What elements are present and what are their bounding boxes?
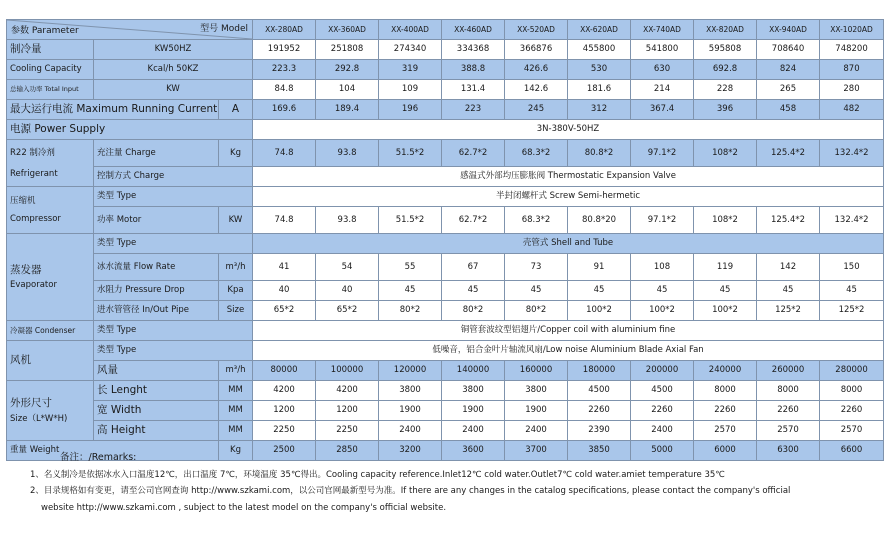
table-cell: 6600	[820, 441, 884, 461]
size-label-en: Size（L*W*H)	[10, 413, 68, 424]
table-cell: 45	[442, 281, 505, 301]
table-cell: 824	[757, 60, 820, 80]
table-cell: 68.3*2	[505, 140, 568, 167]
table-cell: 630	[631, 60, 694, 80]
table-cell: 319	[379, 60, 442, 80]
table-cell: 280000	[820, 361, 884, 381]
table-cell: 73	[505, 254, 568, 281]
model-name: XX-280AD	[253, 20, 316, 40]
table-cell: 45	[757, 281, 820, 301]
table-cell: 45	[631, 281, 694, 301]
evaporator-type-value: 壳管式 Shell and Tube	[253, 234, 884, 254]
height-label: 高 Height	[94, 421, 219, 441]
fan-type-label: 类型 Type	[94, 341, 253, 361]
table-cell: 51.5*2	[379, 207, 442, 234]
charge-label: 充注量 Charge	[94, 140, 219, 167]
table-cell: 482	[820, 100, 884, 120]
table-cell: 274340	[379, 40, 442, 60]
table-cell: 2400	[379, 421, 442, 441]
airflow-row	[7, 361, 884, 381]
table-cell: 80*2	[442, 301, 505, 321]
table-cell: 1200	[316, 401, 379, 421]
table-cell: 104	[316, 80, 379, 100]
table-cell: 62.7*2	[442, 140, 505, 167]
table-cell: 312	[568, 100, 631, 120]
table-cell: 45	[694, 281, 757, 301]
weight-label: 重量 Weight	[7, 441, 219, 461]
table-cell: 40	[316, 281, 379, 301]
table-cell: 366876	[505, 40, 568, 60]
table-cell: 455800	[568, 40, 631, 60]
refrigerant-charge-row	[7, 140, 884, 167]
table-cell: 51.5*2	[379, 140, 442, 167]
compressor-label-cell	[7, 187, 94, 234]
width-row	[7, 401, 884, 421]
table-cell: 2400	[505, 421, 568, 441]
fan-type-row	[7, 341, 884, 361]
model-name: XX-520AD	[505, 20, 568, 40]
remarks-section	[30, 450, 870, 516]
table-cell: 3700	[505, 441, 568, 461]
refrigerant-control-row	[7, 167, 884, 187]
table-cell: 100000	[316, 361, 379, 381]
table-cell: 62.7*2	[442, 207, 505, 234]
motor-label: 功率 Motor	[94, 207, 219, 234]
length-row	[7, 381, 884, 401]
table-cell: 1200	[253, 401, 316, 421]
remark-note-1: 1、名义制冷是依据冰水入口温度12℃，出口温度 7℃，环境温度 35℃得出。Cooling capacity reference.Inlet12℃ cold water.Outlet7℃ cold water.amiet temperature 35℃	[30, 469, 725, 480]
table-cell: 132.4*2	[820, 140, 884, 167]
table-cell: 74.8	[253, 140, 316, 167]
table-cell: 80*2	[505, 301, 568, 321]
cooling-kw-row	[7, 60, 884, 80]
table-cell: 65*2	[316, 301, 379, 321]
table-cell: 200000	[631, 361, 694, 381]
max-current-label: 最大运行电流 Maximum Running Current	[7, 100, 219, 120]
spec-table	[6, 19, 884, 461]
power-supply-value: 3N-380V-50HZ	[253, 120, 884, 140]
refrigerant-label-en: Refrigerant	[10, 168, 58, 179]
table-cell: 45	[505, 281, 568, 301]
total-input-label: 总输入功率 Total Input	[7, 80, 94, 100]
table-cell: 2570	[757, 421, 820, 441]
table-cell: 748200	[820, 40, 884, 60]
table-cell: 80000	[253, 361, 316, 381]
cooling-label-en: Cooling Capacity	[7, 60, 94, 80]
table-cell: 2260	[631, 401, 694, 421]
table-cell: 108*2	[694, 140, 757, 167]
table-cell: 41	[253, 254, 316, 281]
flow-rate-row	[7, 254, 884, 281]
param-label: 参数 Parameter	[11, 26, 79, 36]
table-cell: 74.8	[253, 207, 316, 234]
model-name: XX-940AD	[757, 20, 820, 40]
cooling-unit-kw: KW50HZ	[94, 40, 253, 60]
table-cell: 91	[568, 254, 631, 281]
table-cell: 125.4*2	[757, 207, 820, 234]
table-cell: 8000	[757, 381, 820, 401]
table-cell: 93.8	[316, 207, 379, 234]
table-cell: 65*2	[253, 301, 316, 321]
table-cell: 3800	[505, 381, 568, 401]
fan-type-value: 低噪音，铝合金叶片轴流风扇/Low noise Aluminium Blade Axial Fan	[253, 341, 884, 361]
pipe-label: 进水管管径 In/Out Pipe	[94, 301, 219, 321]
table-cell: 125*2	[757, 301, 820, 321]
table-cell: 181.6	[568, 80, 631, 100]
compressor-motor-row	[7, 207, 884, 234]
table-cell: 93.8	[316, 140, 379, 167]
table-cell: 150	[820, 254, 884, 281]
width-label: 宽 Width	[94, 401, 219, 421]
evaporator-label-cn: 蒸发器	[10, 263, 42, 276]
model-label: 型号 Model	[200, 24, 249, 34]
table-cell: 8000	[820, 381, 884, 401]
table-cell: 45	[379, 281, 442, 301]
table-cell: 100*2	[631, 301, 694, 321]
table-cell: 100*2	[568, 301, 631, 321]
table-cell: 180000	[568, 361, 631, 381]
table-cell: 223	[442, 100, 505, 120]
table-cell: 292.8	[316, 60, 379, 80]
table-cell: 6000	[694, 441, 757, 461]
table-cell: 80.8*20	[568, 207, 631, 234]
table-cell: 870	[820, 60, 884, 80]
cooling-unit-kcal: Kcal/h 50KZ	[94, 60, 253, 80]
table-cell: 214	[631, 80, 694, 100]
table-cell: 6300	[757, 441, 820, 461]
table-cell: 2250	[316, 421, 379, 441]
table-cell: 67	[442, 254, 505, 281]
condenser-type-label: 类型 Type	[94, 321, 253, 341]
condenser-label: 冷凝器 Condenser	[7, 321, 94, 341]
total-input-unit: KW	[94, 80, 253, 100]
table-cell: 191952	[253, 40, 316, 60]
pipe-size-row	[7, 301, 884, 321]
table-cell: 140000	[442, 361, 505, 381]
table-cell: 2500	[253, 441, 316, 461]
condenser-type-value: 铜管套波纹型铝翅片/Copper coil with aluminium fine	[253, 321, 884, 341]
width-unit: MM	[219, 401, 253, 421]
table-cell: 2570	[694, 421, 757, 441]
table-cell: 3800	[442, 381, 505, 401]
motor-unit: KW	[219, 207, 253, 234]
table-cell: 251808	[316, 40, 379, 60]
model-name: XX-820AD	[694, 20, 757, 40]
height-unit: MM	[219, 421, 253, 441]
air-unit: m³/h	[219, 361, 253, 381]
table-cell: 2850	[316, 441, 379, 461]
table-cell: 692.8	[694, 60, 757, 80]
table-cell: 458	[757, 100, 820, 120]
compressor-type-label: 类型 Type	[94, 187, 253, 207]
table-cell: 125.4*2	[757, 140, 820, 167]
table-cell: 5000	[631, 441, 694, 461]
table-cell: 3200	[379, 441, 442, 461]
table-cell: 2260	[568, 401, 631, 421]
table-cell: 2390	[568, 421, 631, 441]
max-current-unit: A	[219, 100, 253, 120]
compressor-label-en: Compressor	[10, 214, 61, 224]
size-label-cn: 外形尺寸	[10, 396, 52, 409]
refrigerant-label-cell	[7, 140, 94, 187]
table-cell: 97.1*2	[631, 140, 694, 167]
table-cell: 169.6	[253, 100, 316, 120]
table-cell: 260000	[757, 361, 820, 381]
table-cell: 80*2	[379, 301, 442, 321]
table-cell: 2570	[820, 421, 884, 441]
length-label: 长 Lenght	[94, 381, 219, 401]
max-current-row	[7, 100, 884, 120]
table-cell: 196	[379, 100, 442, 120]
remarks-title: 备注：/Remarks:	[60, 452, 137, 463]
table-cell: 120000	[379, 361, 442, 381]
table-cell: 4200	[253, 381, 316, 401]
table-cell: 160000	[505, 361, 568, 381]
condenser-row	[7, 321, 884, 341]
table-cell: 2260	[694, 401, 757, 421]
charge-unit: Kg	[219, 140, 253, 167]
cooling-label-cn: 制冷量	[7, 40, 94, 60]
model-name: XX-620AD	[568, 20, 631, 40]
pipe-unit: Size	[219, 301, 253, 321]
table-cell: 80.8*2	[568, 140, 631, 167]
table-cell: 367.4	[631, 100, 694, 120]
table-cell: 3600	[442, 441, 505, 461]
table-cell: 142	[757, 254, 820, 281]
pressure-drop-row	[7, 281, 884, 301]
header-row	[7, 20, 884, 40]
table-cell: 223.3	[253, 60, 316, 80]
table-cell: 2400	[631, 421, 694, 441]
drop-unit: Kpa	[219, 281, 253, 301]
power-supply-label: 电源 Power Supply	[7, 120, 253, 140]
table-cell: 109	[379, 80, 442, 100]
evaporator-type-row	[7, 234, 884, 254]
model-name: XX-460AD	[442, 20, 505, 40]
table-cell: 3850	[568, 441, 631, 461]
evaporator-label-cell	[7, 234, 94, 321]
control-value: 感温式外部均压膨胀阀 Thermostatic Expansion Valve	[253, 167, 884, 187]
table-cell: 84.8	[253, 80, 316, 100]
compressor-label-cn: 压缩机	[10, 196, 36, 206]
table-cell: 595808	[694, 40, 757, 60]
evaporator-type-label: 类型 Type	[94, 234, 253, 254]
evaporator-label-en: Evaporator	[10, 279, 57, 290]
table-cell: 125*2	[820, 301, 884, 321]
table-cell: 189.4	[316, 100, 379, 120]
total-input-row	[7, 80, 884, 100]
table-cell: 265	[757, 80, 820, 100]
table-cell: 54	[316, 254, 379, 281]
table-cell: 708640	[757, 40, 820, 60]
height-row	[7, 421, 884, 441]
model-name: XX-740AD	[631, 20, 694, 40]
table-cell: 131.4	[442, 80, 505, 100]
refrigerant-label-cn: R22 制冷剂	[10, 147, 55, 158]
table-cell: 8000	[694, 381, 757, 401]
size-label-cell	[7, 381, 94, 441]
table-cell: 2250	[253, 421, 316, 441]
remark-note-3: website http://www.szkami.com , subject to the latest model on the company's official website.	[41, 502, 447, 513]
table-cell: 100*2	[694, 301, 757, 321]
table-cell: 228	[694, 80, 757, 100]
table-cell: 541800	[631, 40, 694, 60]
table-cell: 2260	[820, 401, 884, 421]
weight-unit: Kg	[219, 441, 253, 461]
table-cell: 240000	[694, 361, 757, 381]
model-name: XX-400AD	[379, 20, 442, 40]
table-cell: 388.8	[442, 60, 505, 80]
remark-note-2: 2、目录规格如有变更，请至公司官网查询 http://www.szkami.com，以公司官网最新型号为准。If there are any changes in the catalog specifications, please contact the company's official	[30, 486, 791, 496]
table-cell: 132.4*2	[820, 207, 884, 234]
table-cell: 1900	[379, 401, 442, 421]
table-cell: 334368	[442, 40, 505, 60]
table-cell: 245	[505, 100, 568, 120]
table-cell: 97.1*2	[631, 207, 694, 234]
flow-unit: m³/h	[219, 254, 253, 281]
fan-label: 风机	[7, 341, 94, 381]
table-cell: 4500	[568, 381, 631, 401]
table-cell: 1900	[442, 401, 505, 421]
table-cell: 3800	[379, 381, 442, 401]
air-label: 风量	[94, 361, 219, 381]
compressor-type-value: 半封闭螺杆式 Screw Semi-hermetic	[253, 187, 884, 207]
table-cell: 40	[253, 281, 316, 301]
compressor-type-row	[7, 187, 884, 207]
flow-label: 冰水流量 Flow Rate	[94, 254, 219, 281]
model-name: XX-360AD	[316, 20, 379, 40]
table-cell: 45	[820, 281, 884, 301]
table-cell: 142.6	[505, 80, 568, 100]
table-cell: 108	[631, 254, 694, 281]
cooling-kcal-row	[7, 40, 884, 60]
table-cell: 4200	[316, 381, 379, 401]
drop-label: 水阻力 Pressure Drop	[94, 281, 219, 301]
table-cell: 108*2	[694, 207, 757, 234]
model-name: XX-1020AD	[820, 20, 884, 40]
control-label: 控制方式 Charge	[94, 167, 253, 187]
table-cell: 55	[379, 254, 442, 281]
power-supply-row	[7, 120, 884, 140]
table-cell: 2260	[757, 401, 820, 421]
table-cell: 530	[568, 60, 631, 80]
table-cell: 426.6	[505, 60, 568, 80]
length-unit: MM	[219, 381, 253, 401]
table-cell: 280	[820, 80, 884, 100]
table-cell: 45	[568, 281, 631, 301]
table-cell: 1900	[505, 401, 568, 421]
table-cell: 2400	[442, 421, 505, 441]
table-cell: 119	[694, 254, 757, 281]
table-cell: 396	[694, 100, 757, 120]
table-cell: 4500	[631, 381, 694, 401]
header-corner-cell	[7, 20, 253, 40]
table-cell: 68.3*2	[505, 207, 568, 234]
